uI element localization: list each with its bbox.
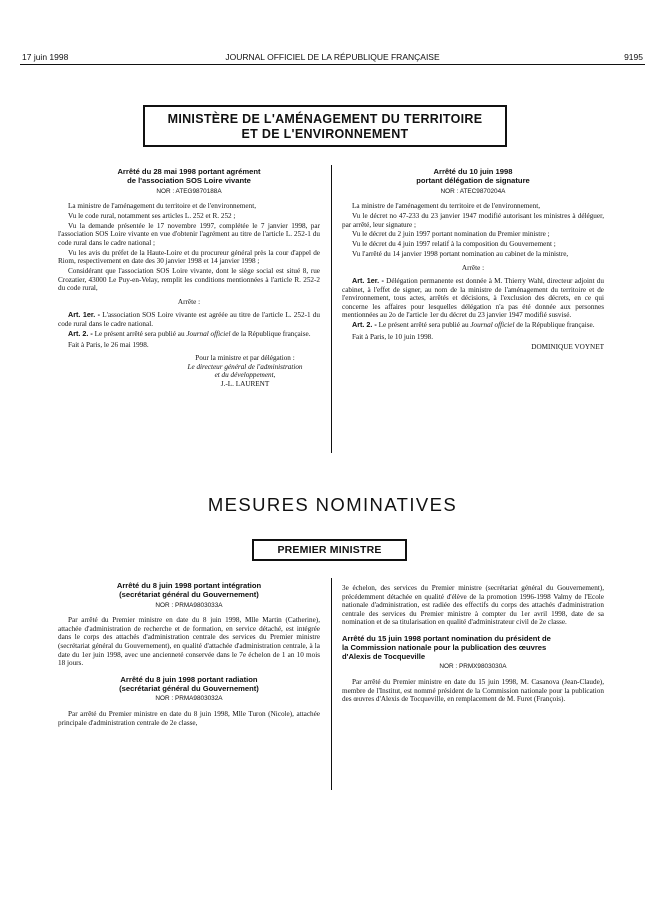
nomination-left-2-title [58,676,320,694]
decree-left-nor: NOR : ATEG9870188A [156,187,222,195]
decree-right-done: Fait à Paris, le 10 juin 1998. [352,332,434,341]
section-heading-mesures: MESURES NOMINATIVES [207,494,458,515]
decree-right-para: Vu le décret du 4 juin 1997 relatif à la composition du Gouvernement ; [352,240,556,249]
article-label: Art. 1er. - [352,276,384,286]
decree-left-article-2 [58,330,320,339]
title-line: Arrêté du 8 juin 1998 portant intégration [116,581,262,590]
journal-officiel-italic: Journal officiel [470,321,515,330]
lower-left-column [58,582,320,728]
decree-right-para: Vu le décret no 47-233 du 23 janvier 1947 modifié autorisant les ministres à déléguer, par arrêté, leur signature ; [342,211,604,229]
article-text: de la République française. [514,321,595,330]
title-line: Arrêté du 8 juin 1998 portant radiation [120,674,258,684]
decree-right-para: Vu l'arrêté du 14 janvier 1998 portant nomination au cabinet de la ministre, [352,249,569,258]
header-date: 17 juin 1998 [22,52,69,62]
ministry-heading-line1: MINISTÈRE DE L'AMÉNAGEMENT DU TERRITOIRE [167,112,483,126]
ministry-heading-box [143,105,507,147]
decree-right-article-2 [342,321,604,330]
title-line: la Commission nationale pour la publication des œuvres [342,642,547,652]
decree-right [342,168,604,351]
decree-right-article-1 [342,277,604,320]
decree-left-title-line2: de l'association SOS Loire vivante [127,175,251,185]
ministry-heading-line2: ET DE L'ENVIRONNEMENT [241,127,409,141]
header-page-number: 9195 [624,52,643,62]
article-text: Le présent arrêté sera publié au [92,329,187,338]
decree-left [58,168,320,388]
decree-right-arrete: Arrête : [461,263,485,272]
column-divider-top [331,165,332,453]
nomination-left-1-text: Par arrêté du Premier ministre en date du 8 juin 1998, Mlle Martin (Catherine), attachée d'administration de recherche et de formation, en service détaché, est intégrée dans le corps des attachés d'administration centrale des services du Premier ministre (secrétariat général du Gouvernement), en qualité d'attachée d'administration centrale, à la date du 1er juin 1998, avec une ancienneté conservée dans le 7e échelon de 1 an 10 mois 18 jours. [58,616,320,668]
section-heading-premier-ministre: PREMIER MINISTRE [252,539,407,561]
decree-left-para: Vu le code rural, notamment ses articles L. 252 et R. 252 ; [68,211,236,220]
decree-left-para: Vu la demande présentée le 17 novembre 1997, complétée le 7 janvier 1998, par l'association SOS Loire vivante en vue d'obtenir l'agrément au titre de l'article L. 252-1 du code rural dans le cadre national ; [58,221,320,247]
nomination-right-2-title [342,635,604,661]
signature-line: Pour la ministre et par délégation : [195,354,295,363]
title-line: (secrétariat général du Gouvernement) [119,589,259,599]
decree-right-nor: NOR : ATEC9870204A [440,187,506,195]
decree-left-title-line1: Arrêté du 28 mai 1998 portant agrément [117,167,261,176]
article-text: L'association SOS Loire vivante est agréée au titre de l'article L. 252-1 du code rural dans le cadre national. [58,311,320,329]
nomination-left-2-text: Par arrêté du Premier ministre en date du 8 juin 1998, Mlle Turon (Nicole), attachée principale d'administration centrale de 2e classe, [58,709,320,727]
article-text: Le présent arrêté sera publié au [376,321,471,330]
header-rule [20,64,645,65]
decree-left-para: Vu les avis du préfet de la Haute-Loire et du procureur général près la cour d'appel de Riom, respectivement en date des 30 janvier 1998 et 14 janvier 1998 ; [58,248,320,266]
decree-left-article-1 [58,311,320,328]
nomination-left-1-title [58,582,320,600]
decree-left-signature [170,354,320,388]
decree-right-title-line1: Arrêté du 10 juin 1998 [433,167,513,176]
title-line: d'Alexis de Tocqueville [342,651,426,661]
decree-left-done: Fait à Paris, le 26 mai 1998. [68,341,149,350]
article-text: Délégation permanente est donnée à M. Thierry Wahl, directeur adjoint du cabinet, à l'effet de signer, au nom de la ministre de l'aménagement du territoire et de l'environnement, tous actes, arrêtés et décisions, à l'exclusion des décrets, en ce qui concerne les affaires pour lesquelles délégation n'a pas été donnée aux personnes mentionnées au 2o de l'article 1er du décret du 23 janvier 1947 modifié susvisé. [342,277,604,320]
lower-right-column [342,584,604,705]
column-divider-bottom [331,578,332,790]
signature-name: J.-L. LAURENT [220,379,270,388]
article-text: de la République française. [230,329,311,338]
nomination-left-2-nor: NOR : PRMA9803032A [155,695,223,703]
nomination-left-1-nor: NOR : PRMA9803033A [155,601,223,609]
title-line: Arrêté du 15 juin 1998 portant nomination du président de [342,633,551,643]
article-label: Art. 2. - [68,328,93,338]
nomination-right-2-text: Par arrêté du Premier ministre en date du 15 juin 1998, M. Casanova (Jean-Claude), membre de l'Institut, est nommé président de la Commission nationale pour la publication des œuvres d'Alexis de Tocqueville, en remplacement de M. Furet (François). [342,677,604,704]
decree-left-title [58,168,320,186]
signature-line: Le directeur général de l'administration [187,362,303,371]
header-journal-title: JOURNAL OFFICIEL DE LA RÉPUBLIQUE FRANÇAISE [225,52,440,62]
title-line: (secrétariat général du Gouvernement) [119,683,259,693]
decree-left-para: La ministre de l'aménagement du territoire et de l'environnement, [68,202,256,211]
journal-officiel-italic: Journal officiel [186,329,231,338]
decree-right-title [342,168,604,186]
decree-right-title-line2: portant délégation de signature [416,175,530,185]
nomination-right-1-text: 3e échelon, des services du Premier ministre (secrétariat général du Gouvernement), précédemment détachée en qualité d'élève de la promotion 1996-1998 Valmy de l'Ecole nationale d'administration, est radiée des effectifs du corps des attachés d'administration centrale des services du Premier ministre à compter du 1er avril 1998, date de sa nomination et de sa titularisation en qualité d'administrateur civil de 2e classe. [342,584,604,627]
decree-right-para: Vu le décret du 2 juin 1997 portant nomination du Premier ministre ; [352,230,550,239]
decree-left-arrete: Arrête : [177,297,201,306]
decree-right-para: La ministre de l'aménagement du territoire et de l'environnement, [352,202,540,211]
decree-right-signature: DOMINIQUE VOYNET [531,342,604,351]
nomination-right-2-nor: NOR : PRMX9803030A [439,663,507,671]
article-label: Art. 1er. - [68,310,101,320]
decree-left-para: Considérant que l'association SOS Loire vivante, dont le siège social est situé 8, rue Crozatier, 43000 Le Puy-en-Velay, remplit les conditions mentionnées à l'article R. 252-2 du code rural, [58,267,320,293]
article-label: Art. 2. - [352,320,377,330]
signature-line: et du développement, [214,371,276,380]
